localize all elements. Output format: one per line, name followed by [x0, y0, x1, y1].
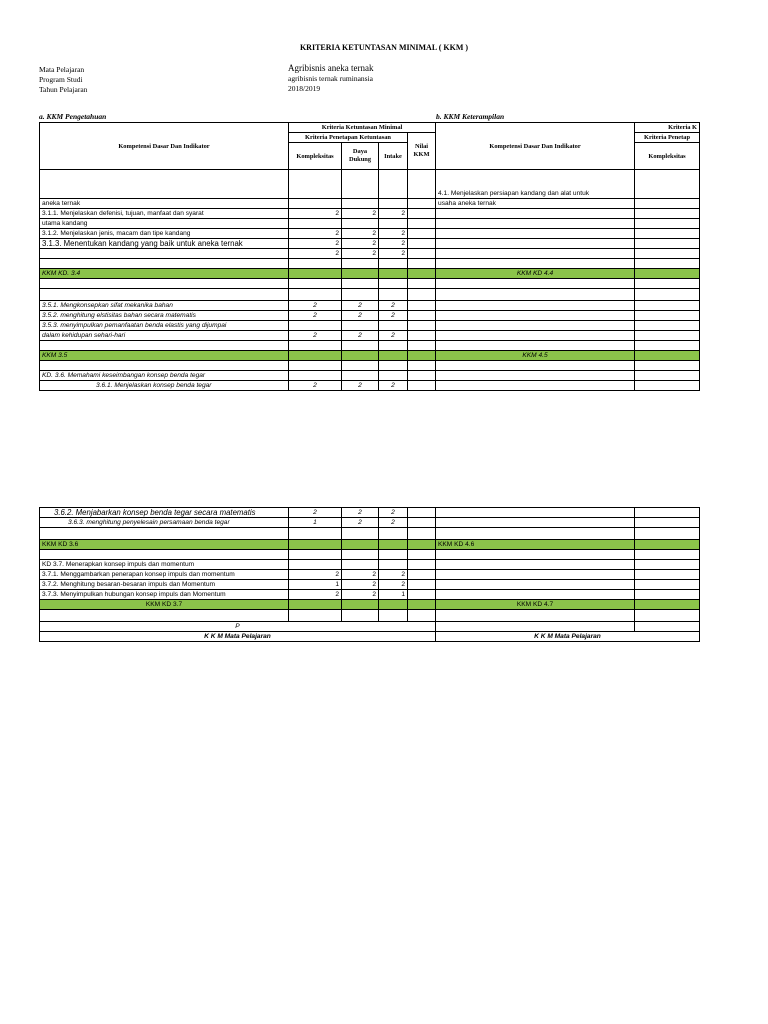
table-row [40, 249, 700, 259]
kd-text: 3.5.3. menyimpulkan pemanfaatan benda elastis yang dijumpai [40, 321, 289, 331]
kkm-kd-row [40, 600, 700, 610]
kd-text: utama kandang [40, 219, 289, 229]
intake-value: 2 [379, 209, 408, 219]
table-row [40, 219, 700, 229]
meta-value-prodi: agribisnis ternak ruminansia [288, 74, 373, 83]
intake-value: 2 [379, 229, 408, 239]
kd-text: dalam kehidupan sehari-hari [40, 331, 289, 341]
kkm-kd-label: KKM KD. 3.4 [40, 269, 289, 279]
section-b-title: b. KKM Keterampilan [436, 112, 505, 121]
daya-dukung-value: 2 [342, 570, 379, 580]
kkm-kd-row [40, 540, 700, 550]
document-title: KRITERIA KETUNTASAN MINIMAL ( KKM ) [299, 43, 469, 52]
table-row [40, 580, 700, 590]
meta-label-tahun: Tahun Pelajaran [39, 85, 88, 94]
table-row [40, 170, 700, 199]
intake-value: 2 [379, 311, 408, 321]
meta-labels [39, 65, 87, 95]
header-right-kompleksitas: Kompleksitas [635, 143, 700, 170]
kkm-table-bottom [39, 507, 700, 642]
table-row [40, 550, 700, 560]
kd-text: 3.1.2. Menjelaskan jenis, macam dan tipe kandang [40, 229, 289, 239]
section-a-title: a. KKM Pengetahuan [39, 112, 107, 121]
kompleksitas-value: 2 [289, 239, 342, 249]
intake-value: 2 [379, 580, 408, 590]
kkm-mapel-label: K K M Mata Pelajaran [40, 632, 436, 642]
table-row [40, 381, 700, 391]
kompleksitas-value: 2 [289, 331, 342, 341]
meta-value-tahun: 2018/2019 [288, 84, 321, 93]
daya-dukung-value: 2 [342, 331, 379, 341]
table-row [40, 209, 700, 219]
daya-dukung-value: 2 [342, 249, 379, 259]
kompleksitas-value: 2 [289, 229, 342, 239]
table-row [40, 560, 700, 570]
table-row [40, 199, 700, 209]
kd-text: 3.6.3. menghitung penyelesain persamaan benda tegar [40, 518, 289, 528]
kkm-kd-label: KKM KD 4.6 [436, 540, 635, 550]
header-right-kkm-group: Kriteria K [635, 123, 700, 133]
intake-value: 2 [379, 239, 408, 249]
daya-dukung-value: 2 [342, 381, 379, 391]
table-row [40, 590, 700, 600]
intake-value: 2 [379, 518, 408, 528]
daya-dukung-value: 2 [342, 229, 379, 239]
kompleksitas-value: 2 [289, 209, 342, 219]
kd-text: usaha aneka ternak [436, 199, 635, 209]
table-row [40, 301, 700, 311]
kkm-kd-label: KKM KD 3.7 [40, 600, 289, 610]
kkm-kd-label: KKM KD 3.6 [40, 540, 289, 550]
kompleksitas-value: 1 [289, 580, 342, 590]
header-nilai-kkm: Nilai KKM [408, 133, 436, 170]
kkm-kd-label: KKM KD 4.7 [436, 600, 635, 610]
daya-dukung-value: 2 [342, 508, 379, 518]
header-daya-dukung: Daya Dukung [342, 143, 379, 170]
daya-dukung-value: 2 [342, 311, 379, 321]
table-row [40, 610, 700, 622]
kd-4-1-text: 4.1. Menjelaskan persiapan kandang dan alat untuk [436, 170, 635, 199]
daya-dukung-value: 2 [342, 590, 379, 600]
kd-text: KD 3.7. Menerapkan konsep impuls dan momentum [40, 560, 289, 570]
kkm-kd-label: KKM 4.5 [436, 351, 635, 361]
kd-text: 3.1.1. Menjelaskan defenisi, tujuan, manfaat dan syarat [40, 209, 289, 219]
meta-label-prodi: Program Studi [39, 75, 83, 84]
kd-text: 3.5.2. menghitung elstisitas bahan secara matematis [40, 311, 289, 321]
kd-text: 3.6.2. Menjabarkan konsep benda tegar secara matematis [40, 508, 289, 518]
kd-text: 3.7.1. Menggambarkan penerapan konsep impuls dan momentum [40, 570, 289, 580]
table-row [40, 259, 700, 269]
kkm-kd-row [40, 351, 700, 361]
meta-value-mapel: Agribisnis aneka ternak [288, 63, 374, 73]
intake-value: 1 [379, 590, 408, 600]
intake-value: 2 [379, 381, 408, 391]
table-row [40, 321, 700, 331]
kkm-kd-row [40, 269, 700, 279]
kd-text: aneka ternak [40, 199, 289, 209]
daya-dukung-value: 2 [342, 239, 379, 249]
table-row [40, 570, 700, 580]
table-row [40, 331, 700, 341]
daya-dukung-value: 2 [342, 209, 379, 219]
header-intake: Intake [379, 143, 408, 170]
kompleksitas-value: 2 [289, 570, 342, 580]
daya-dukung-value: 2 [342, 580, 379, 590]
header-penetapan: Kriteria Penetapan Ketuntasan [289, 133, 408, 143]
table-row [40, 229, 700, 239]
kompleksitas-value: 2 [289, 301, 342, 311]
table-row [40, 341, 700, 351]
kompleksitas-value: 2 [289, 311, 342, 321]
table-row [40, 518, 700, 528]
table-row [40, 361, 700, 371]
kompleksitas-value: 2 [289, 590, 342, 600]
meta-label-mapel: Mata Pelajaran [39, 65, 85, 74]
header-kd-left: Kompetensi Dasar Dan Indikator [40, 123, 289, 170]
kd-text: KD. 3.6. Memahami keseimbangan konsep benda tegar [40, 371, 289, 381]
kkm-kd-label: KKM KD 4.4 [436, 269, 635, 279]
table-row [40, 528, 700, 540]
intake-value: 2 [379, 249, 408, 259]
kd-text: 3.7.2. Menghitung besaran-besaran impuls dan Momentum [40, 580, 289, 590]
table-row [40, 239, 700, 249]
intake-value: 2 [379, 331, 408, 341]
kd-text: 3.5.1. Mengkonsepkan sifat mekanika bahan [40, 301, 289, 311]
table-row [40, 279, 700, 289]
kd-text: 3.7.3. Menyimpulkan hubungan konsep impuls dan Momentum [40, 590, 289, 600]
table-row [40, 289, 700, 301]
kkm-mapel-row [40, 632, 700, 642]
kompleksitas-value: 1 [289, 518, 342, 528]
header-kd-right: Kompetensi Dasar Dan Indikator [436, 123, 635, 170]
daya-dukung-value: 2 [342, 518, 379, 528]
kkm-table-top [39, 122, 700, 391]
table-row [40, 371, 700, 381]
meta-values [288, 62, 373, 94]
header-kompleksitas: Kompleksitas [289, 143, 342, 170]
header-kkm-group: Kriteria Ketuntasan Minimal [289, 123, 436, 133]
table-row [40, 622, 700, 632]
table-row [40, 508, 700, 518]
kd-text: 3.1.3. Menentukan kandang yang baik untuk aneka ternak [40, 239, 289, 249]
intake-value: 2 [379, 301, 408, 311]
p-label: P [40, 622, 436, 632]
kkm-kd-label: KKM 3.5 [40, 351, 289, 361]
header-right-penetapan: Kriteria Penetap [635, 133, 700, 143]
kompleksitas-value: 2 [289, 249, 342, 259]
intake-value: 2 [379, 508, 408, 518]
kompleksitas-value: 2 [289, 508, 342, 518]
table-row [40, 311, 700, 321]
kkm-mapel-label: K K M Mata Pelajaran [436, 632, 700, 642]
intake-value: 2 [379, 570, 408, 580]
kompleksitas-value: 2 [289, 381, 342, 391]
daya-dukung-value: 2 [342, 301, 379, 311]
kd-text: 3.6.1. Menjelaskan konsep benda tegar [40, 381, 289, 391]
